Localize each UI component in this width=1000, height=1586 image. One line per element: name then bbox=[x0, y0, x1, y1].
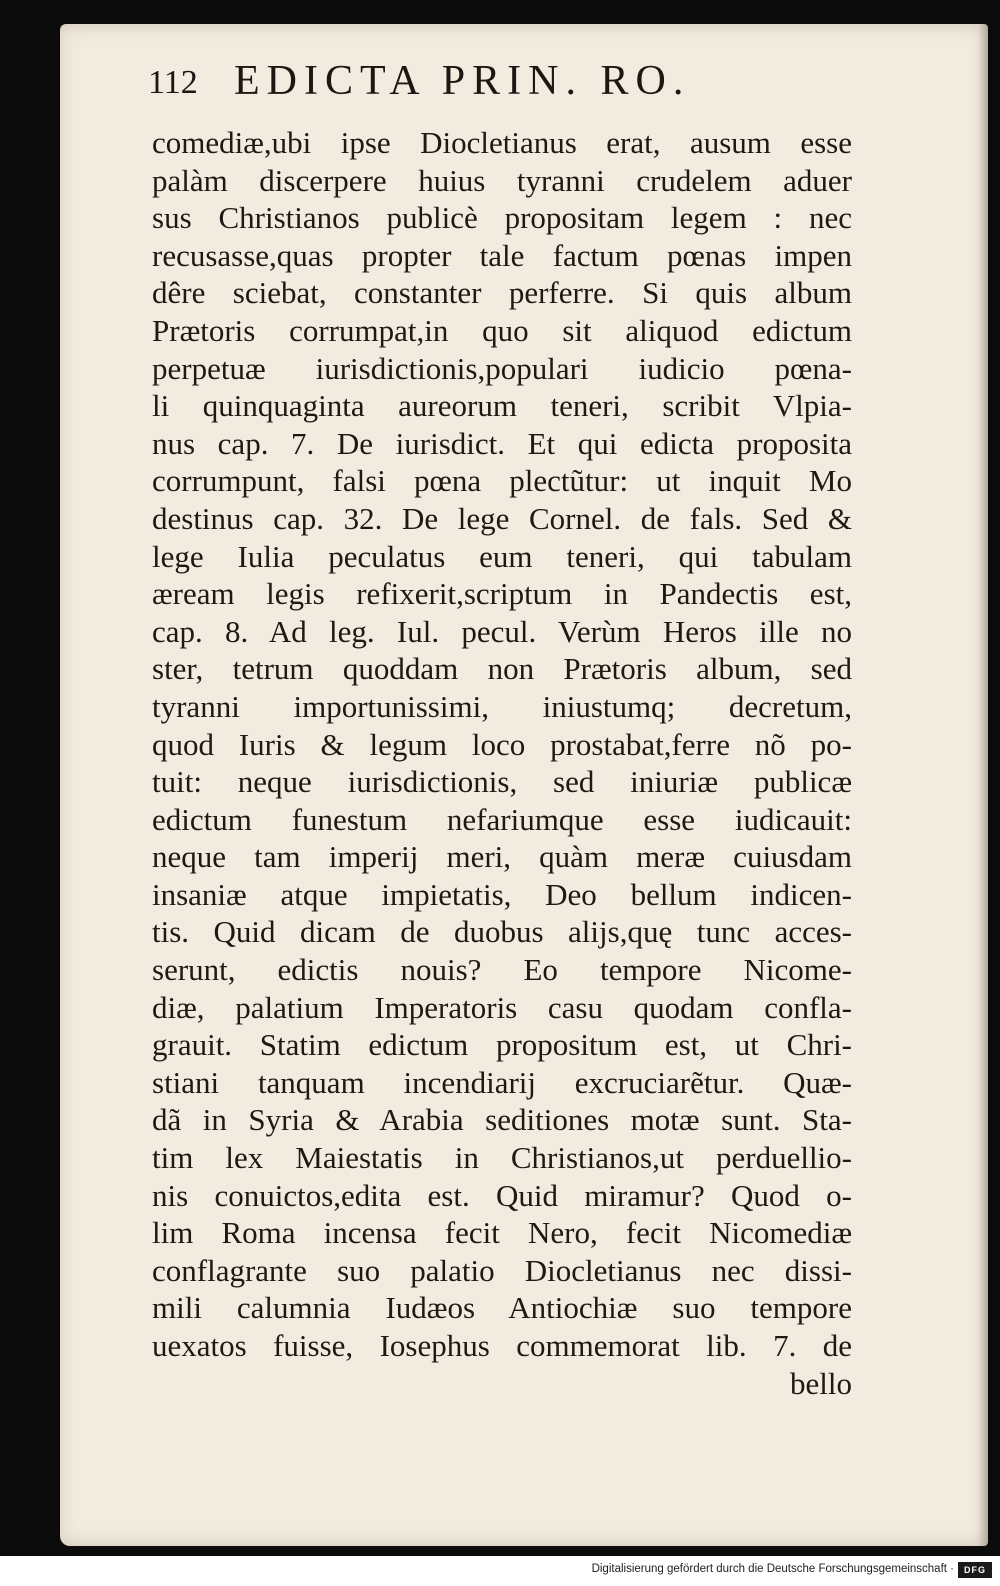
page-number: 112 bbox=[148, 64, 198, 101]
text-line: lege Iulia peculatus eum teneri, qui tabulam bbox=[152, 538, 852, 574]
text-line: dêre sciebat, constanter perferre. Si quis album bbox=[152, 275, 852, 311]
text-line: mili calumnia Iudæos Antiochiæ suo tempore bbox=[152, 1290, 852, 1326]
running-head: EDICTA PRIN. RO. bbox=[234, 58, 691, 104]
text-line: lim Roma incensa fecit Nero, fecit Nicomediæ bbox=[152, 1215, 852, 1251]
text-line: conflagrante suo palatio Diocletianus nec dissi- bbox=[152, 1252, 852, 1288]
text-line: æream legis refixerit,scriptum in Pandectis est, bbox=[152, 576, 852, 612]
funding-credit: Digitalisierung gefördert durch die Deutsche Forschungsgemeinschaft · bbox=[591, 1563, 954, 1575]
page-edge-shadow bbox=[978, 24, 988, 1546]
body-text bbox=[152, 124, 852, 1402]
text-line: diæ, palatium Imperatoris casu quodam confla- bbox=[152, 989, 852, 1025]
text-line: li quinquaginta aureorum teneri, scribit Vlpia- bbox=[152, 388, 852, 424]
text-line: ster, tetrum quoddam non Prætoris album, sed bbox=[152, 651, 852, 687]
catchword: bello bbox=[790, 1365, 852, 1401]
text-line: tuit: neque iurisdictionis, sed iniuriæ publicæ bbox=[152, 764, 852, 800]
text-line: tyranni importunissimi, iniustumq; decretum, bbox=[152, 688, 852, 724]
text-line: edictum funestum nefariumque esse iudicauit: bbox=[152, 801, 852, 837]
text-line: palàm discerpere huius tyranni crudelem aduer bbox=[152, 162, 852, 198]
text-line: cap. 8. Ad leg. Iul. pecul. Verùm Heros ille no bbox=[152, 613, 852, 649]
text-line: corrumpunt, falsi pœna plectũtur: ut inquit Mo bbox=[152, 463, 852, 499]
text-line: nis conuictos,edita est. Quid miramur? Quod o- bbox=[152, 1177, 852, 1213]
text-line: destinus cap. 32. De lege Cornel. de fals. Sed & bbox=[152, 500, 852, 536]
text-line: serunt, edictis nouis? Eo tempore Nicome- bbox=[152, 952, 852, 988]
text-line: nus cap. 7. De iurisdict. Et qui edicta proposita bbox=[152, 425, 852, 461]
text-line: tis. Quid dicam de duobus alijs,quę tunc acces- bbox=[152, 914, 852, 950]
dfg-logo-icon: DFG bbox=[958, 1562, 992, 1578]
text-line: uexatos fuisse, Iosephus commemorat lib. 7. de bbox=[152, 1328, 852, 1363]
text-line: stiani tanquam incendiarij excruciarẽtur. Quæ- bbox=[152, 1064, 852, 1100]
page-header bbox=[148, 58, 868, 126]
text-line: dã in Syria & Arabia seditiones motæ sunt. Sta- bbox=[152, 1102, 852, 1138]
text-line: tim lex Maiestatis in Christianos,ut perduellio- bbox=[152, 1140, 852, 1176]
text-line: grauit. Statim edictum propositum est, ut Chri- bbox=[152, 1027, 852, 1063]
text-line: insaniæ atque impietatis, Deo bellum indicen- bbox=[152, 876, 852, 912]
text-line: Prætoris corrumpat,in quo sit aliquod edictum bbox=[152, 312, 852, 348]
text-line: recusasse,quas propter tale factum pœnas impen bbox=[152, 237, 852, 273]
text-line: quod Iuris & legum loco prostabat,ferre nõ po- bbox=[152, 726, 852, 762]
text-line: sus Christianos publicè propositam legem : nec bbox=[152, 200, 852, 236]
text-line: neque tam imperij meri, quàm meræ cuiusdam bbox=[152, 839, 852, 875]
text-line: perpetuæ iurisdictionis,populari iudicio pœna- bbox=[152, 350, 852, 386]
text-line: comediæ,ubi ipse Diocletianus erat, ausum esse bbox=[152, 125, 852, 160]
digitization-footer bbox=[0, 1556, 1000, 1586]
